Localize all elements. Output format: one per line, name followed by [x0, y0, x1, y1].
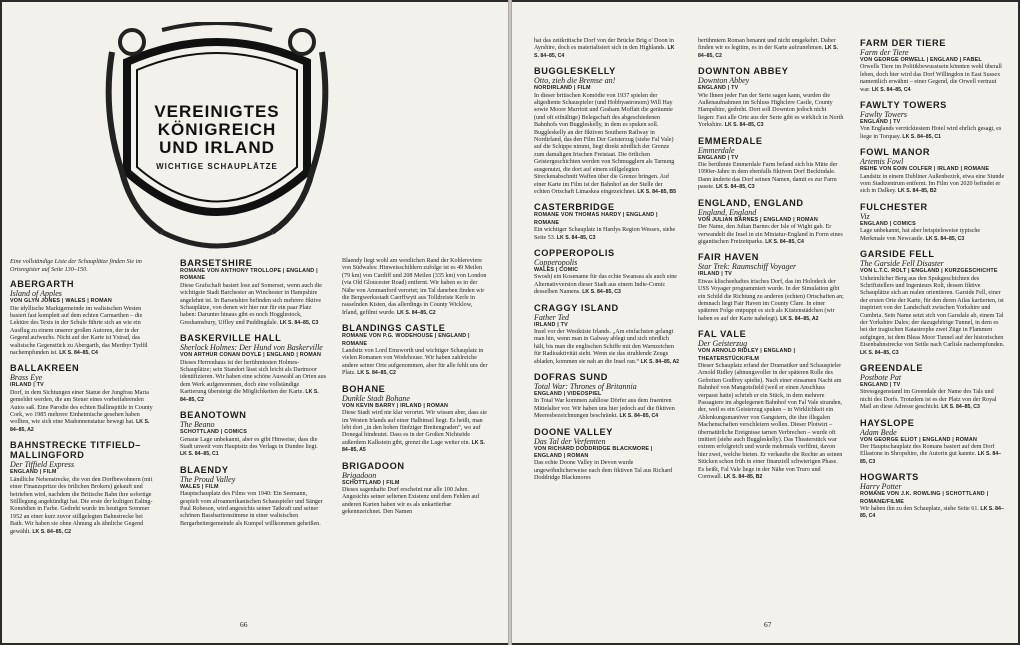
- entry-body: Landsitz in einem Dubliner Außenbezirk, etwa eine Stunde vom Stadtzentrum entfernt. Im Film von 2020 befindet er sich in Dalkey.: [860, 173, 1005, 195]
- entry-body: Von Englands verrücktestem Hotel wird ehrlich gesagt, es liege in Torquay.: [860, 126, 1002, 140]
- entry-subtitle: Brass Eye: [10, 373, 43, 383]
- entry-meta: VON JULIAN BARNES | ENGLAND | ROMAN: [698, 216, 818, 223]
- entry-subtitle: The Proud Valley: [180, 474, 236, 484]
- entry: [342, 461, 488, 517]
- left-column-1: [10, 258, 156, 542]
- entry: [860, 363, 1006, 412]
- entry-title: ENGLAND, ENGLAND: [698, 197, 804, 208]
- entry-ref: LK S. 84–85, C1: [902, 133, 942, 140]
- entry-body: Lage unbekannt, hat aber beispielsweise typische Merkmale von Newcastle.: [860, 228, 981, 242]
- entry-ref: LK S. 84–85, C3: [279, 319, 319, 326]
- entry: [10, 440, 156, 536]
- right-column-3: [860, 38, 1006, 527]
- entry-title: BASKERVILLE HALL: [180, 333, 282, 344]
- entry-body: In Total War kommen zahllose Dörfer aus dem fraentren Mittelalter vor. Wir haben uns hier jedoch auf die fiktiven Meeresbezeichnungen beschränkt.: [534, 398, 675, 420]
- entry-ref: LK S. 84–85, C2: [397, 309, 436, 316]
- entry: [534, 38, 680, 60]
- entry-meta: VON L.T.C. ROLT | ENGLAND | KURZGESCHICHTE: [860, 268, 998, 275]
- entry-title: FULCHESTER: [860, 201, 928, 212]
- right-page: [512, 2, 1018, 643]
- entry-title: BLANDINGS CASTLE: [342, 323, 446, 334]
- entry-title: BARSETSHIRE: [180, 258, 253, 268]
- entry-meta: IRLAND | TV: [534, 321, 568, 328]
- entry-subtitle: The Garside Fell Disaster: [860, 259, 944, 269]
- entry-meta: ROMANE VON P.G. WODEHOUSE | ENGLAND | ROMANE: [342, 333, 470, 347]
- entry-meta: ENGLAND | COMICS: [860, 220, 916, 227]
- entry-ref: LK S. 84–85, C4: [534, 45, 675, 59]
- entry-body: Ländliche Nebenstrecke, die von den Dorfbewohnern (mit einer Finanzspritze des örtlichen Brokers) gekauft und betrieben wird, nachdem die Britische Bahn ihre sofortige Stilllegung angekündigt hat. Die erste der kultigen Ealing-Komödien in Farbe. Gedreht wurde im heutigen Sommer 1952 an einer kurz zuvor stillgelegten Bahnstrecke bei Bath. Wir haben sie ohne Ahnung als ähnliche Gegend gewählt.: [10, 476, 153, 535]
- entry-title: HAYSLOPE: [860, 417, 915, 428]
- entry-meta: WALES | COMIC: [534, 266, 579, 273]
- entry-ref: LK S. 84–85, C2: [32, 528, 71, 535]
- entry-body: Wir haben ihn zu den Schauplatz, siehe Seite 61.: [860, 506, 979, 513]
- entry-meta: WALES | FILM: [180, 483, 219, 490]
- entry-ref: LK S. 84–85, A2: [10, 419, 150, 433]
- left-column-2: [180, 258, 326, 534]
- entry-body: Der Name, den Julian Barnes der Isle of Wight gab. Er verwandelt die Insel in ein Miniatur-England in Form eines gigantischen Freizeitparks.: [698, 224, 843, 245]
- entry-subtitle: Der Geisterzug: [698, 339, 748, 349]
- entry-ref: LK S. 84–85, A5: [342, 439, 485, 454]
- entry-meta: VON KEVIN BARRY | IRLAND | ROMAN: [342, 402, 449, 409]
- crest-title-line3: UND IRLAND: [159, 138, 275, 157]
- entry-ref: LK S. 84–85, C4: [765, 238, 804, 245]
- crest-title-line2: KÖNIGREICH: [157, 120, 277, 139]
- entry-ref: LK S. 84–85, C3: [941, 404, 980, 411]
- entry-title: ABERGARTH: [10, 279, 75, 290]
- entry-meta: ENGLAND | VIDEOSPIEL: [534, 391, 602, 397]
- left-page: [2, 2, 508, 643]
- entry-ref: LK S. 84–85, B2: [897, 188, 937, 195]
- entry-subtitle: England, England: [698, 207, 757, 217]
- entry-ref: LK S. 84–85, C2: [698, 45, 839, 59]
- entry-subtitle: Emmerdale: [698, 145, 735, 155]
- entry-subtitle: Artemis Fowl: [860, 157, 904, 167]
- entry-body: hat das zeitkritische Dorf von der Brücke Brig o' Doon in Ayrshire, doch es materialisiert sich in den Highlands.: [534, 38, 674, 52]
- entry-ref: LK S. 84–85, A2: [640, 358, 680, 365]
- entry-ref: LK S. 84–85, C4: [871, 86, 911, 93]
- entry-title: FARM DER TIERE: [860, 38, 946, 48]
- entry-body: Die idyllische Marktgemeinde im walisischen Westen basiert fast komplett auf dem echten Carmarthen – die Lektüre des Texts in der Schule führte sich an wie ein Ausflug zu einem unserer großen Autoren, der in der Gegend aufwuchs. Nicht auf der Karte ist Ystrad, das walisische Gegenstück zu Abergarth, das Merthyr Tydfil nachempfunden ist.: [10, 305, 148, 357]
- entry-subtitle: Father Ted: [534, 312, 570, 322]
- entry-title: BUGGLESKELLY: [534, 66, 616, 77]
- intro-text: Eine vollständige Liste der Schauplätze finden Sie im Ortsregister auf Seite 130–150.: [10, 258, 142, 273]
- entry-subtitle: Sherlock Holmes: Der Hund von Baskerville: [180, 343, 323, 353]
- entry-title: COPPEROPOLIS: [534, 247, 615, 258]
- entry: [860, 100, 1006, 141]
- entry-body: Landsitz von Lord Emsworth und wichtiger Schauplatz in vielen Romanen von Wodehouse. Wir haben zahlreiche andere seiner Orte aufgenommen, aber für alle fehlt uns der Platz.: [342, 348, 488, 377]
- entry-meta: ENGLAND | TV: [860, 381, 901, 388]
- entry: [180, 333, 326, 404]
- entry-subtitle: Der Tiffield Express: [10, 460, 75, 470]
- entry-title: DOFRAS SUND: [534, 372, 608, 382]
- entry: [698, 329, 844, 481]
- left-column-3: [342, 258, 488, 523]
- entry-body: Swosh) ein Kosename für das echte Swansea als auch eine Alternativversion dieser Stadt aus einem Indie-Comic desselben Namens.: [534, 274, 677, 296]
- entry-meta: ROMANE VON ANTHONY TROLLOPE | ENGLAND | ROMANE: [180, 268, 318, 282]
- entry-subtitle: Star Trek: Raumschiff Voyager: [698, 262, 797, 272]
- entry-title: GARSIDE FELL: [860, 249, 935, 260]
- entry-body: Diese Grafschaft basiert lose auf Somerset, wenn auch die wichtigste Stadt Barchester an Winchester in Hampshire angelehnt ist. In Barsetshire befinden sich mehrere fiktive Schauplätze, von denen wir hier nur für ein paar Platz haben: Darunter hinaus gibt es noch Hogglestock, Greshamsbury, Uffley und Puddingdale.: [180, 282, 322, 326]
- entry-ref: LK S. 84–85, C4: [860, 506, 1004, 520]
- entry: [534, 202, 680, 242]
- entry: [534, 248, 680, 297]
- entry-meta: ENGLAND | TV: [698, 85, 739, 92]
- crest-emblem: [102, 22, 332, 254]
- entry-body: Wie Ihnen jeder Fan der Serie sagen kann, wurden die Außenaufnahmen im Schluss Highclere Castle, County Hampshire, gedreht. Dort soll Downton jedoch nicht liegen: Fast alle Orte aus der Serie gibt es wirklich in North Yorkshire.: [698, 92, 844, 129]
- entry-ref: LK S. 84–85, C3: [925, 235, 965, 242]
- entry-meta: IRLAND | TV: [698, 271, 732, 278]
- entry-ref: LK S. 84–85, C3: [724, 122, 764, 129]
- entry-meta: VON ARNOLD RIDLEY | ENGLAND | THEATERSTÜCK/FILM: [698, 348, 796, 362]
- entry-ref: LK S. 84–85, C3: [860, 451, 1001, 465]
- entry-body: Genaue Lage unbekannt, aber es gibt Hinweise, dass die Stadt unweit vom Hauptsitz des Verlags in Dundee liegt.: [180, 436, 318, 450]
- entry-title: DOWNTON ABBEY: [698, 66, 789, 77]
- entry: [860, 418, 1006, 467]
- entry-subtitle: Island of Apples: [10, 289, 62, 299]
- entry-subtitle: The Beano: [180, 420, 215, 430]
- entry: [180, 465, 326, 528]
- entry-title: BALLAKREEN: [10, 363, 80, 374]
- entry-meta: ENGLAND | TV: [698, 154, 739, 161]
- entry-body: Blaendy liegt wohl am westlichen Rand der Kohlereviere von Südwales: Hinweisschildern zufolge ist es 49 Meilen (79 km) von Cardiff und 208 Meilen (335 km) von London (via Old Gloucester Road) entfernt. Wir haben es in der Nähe von Ammanford verortet; im Tal daneben finden wir die Bergwerksstadt Caerffwyti aus Tolldreiste Kerle in rasselnden Kisten, das allerdings in County Wicklow, Irland, gefilmt wurde.: [342, 258, 487, 316]
- entry-title: FAL VALE: [698, 329, 747, 340]
- entry-body: Hauptschauplatz des Films von 1940: Ein Seemann, gespielt vom afroamerikanischen Schauspieler und Sänger Paul Robeson, wird angesichts seiner Tatkraft und seiner schönen Bassbaritonstimme in einer walisischen Bergarbeitergemeinde als Kumpel willkommen geheißen.: [180, 491, 323, 527]
- right-column-2: [698, 38, 844, 487]
- entry-meta: ENGLAND | FILM: [10, 469, 57, 476]
- entry-ref: LK S. 84–85, A2: [780, 315, 819, 322]
- crest-title-line1: VEREINIGTES: [154, 102, 280, 121]
- entry: [698, 66, 844, 129]
- entry-body: Stressgegenstand im Greendale der Name des Tals und nicht des Dorfs. Trotzdem ist es der Platz von der Royal Mail an diese Adresse geschickt.: [860, 389, 997, 411]
- entry-body: Etwas klischeehaftes irisches Dorf, das im Holodeck der USS Voyager programmiert wurde. In der Simulation gibt ein Schild die Richtung zu anderen (echten) Ortschaften an; demnach liegt Fair Haven im County Clare. In einer späteren Folge entpuppt es sich als Küstenstädchen (wir haben es auf der Karte nahelegt).: [698, 278, 844, 322]
- entry-body: Insel vor der Westküste Irlands. „Am einfachsten gelangt man hin, wenn man in Galway ablegt und sich nördlich hält, bis man die englischen Schiffe mit den Warnzeichen für Radioaktivität sieht. Wenn sie das strahlende Zeugs abladen, kommen sie nah an die Insel ran.“: [534, 328, 674, 365]
- crest-subtitle: WICHTIGE SCHAUPLÄTZE: [156, 162, 278, 171]
- entry-title: FAWLTY TOWERS: [860, 100, 947, 111]
- entry-title: FAIR HAVEN: [698, 252, 759, 263]
- entry-subtitle: Das Tal der Verfemten: [534, 436, 606, 446]
- entry-ref: LK S. 84–85, C4: [59, 350, 98, 357]
- entry: [534, 372, 680, 421]
- entry-subtitle: Farm der Tiere: [860, 48, 909, 57]
- entry-body: In dieser britischen Komödie von 1937 spielen der altgediente Schauspieler (und Hobbyastronom) Will Hay sowie Moore Marriott und Graham Moffatt die geräumte (und oft eifnältige) Belegschaft des abgeschiedenen Bahnhofs von Buggleskelly, in dem es spuken soll. Buggleskelly an der fiktiven Southern Railway in Nordirland, das den Film Der Geisterzug (siehe Fal Vale) auf die Schippe nimmt, liegt direkt nördlich der Grenze zum damaligen Irischen Freistaat. Die örtlichen Geistergeschichten werden von Schmugglern als Tarnung ausgenutzt, die dort auf einem stillgelegten Streckenabschnitt Waffen über die Grenze bringen. Auf einer Karte im Film ist der Bahnhof an der Stelle der echten Ortschaft Limaskea eingezeichnet.: [534, 92, 675, 195]
- entry-meta: REIHE VON EOIN COLFER | IRLAND | ROMANE: [860, 166, 990, 173]
- entry-title: EMMERDALE: [698, 135, 763, 146]
- entry-subtitle: Dunkle Stadt Bohane: [342, 393, 410, 403]
- entry-body: Dorf, in dem Sichtungen einer Statue der Jungfrau Maria gemeldet werden, die am Steuer eines vorbeifahrenden Autos saß. Eine Parodie des echten Ballinspittle in County Cork, wo 1985 mehrere Einheimische gesehen haben wollten, wie sich eine Madonnenstatue bewegt hat.: [10, 389, 153, 426]
- entry-title: BOHANE: [342, 383, 386, 394]
- entry: [342, 323, 488, 377]
- entry-body: Der Hauptschauplatz des Romans basiert auf dem Dorf Ellastone in Shropshire, die Autorin gut kannte.: [860, 444, 995, 458]
- entry-subtitle: Adam Bede: [860, 427, 897, 437]
- entry: [860, 249, 1006, 357]
- entry: [860, 147, 1006, 196]
- entry-ref: LK S. 84–85, C4: [619, 413, 659, 420]
- entry-subtitle: Postbote Pat: [860, 372, 902, 382]
- entry: [342, 384, 488, 455]
- entry-subtitle: Downton Abbey: [698, 76, 750, 86]
- entry-subtitle: Brigadoon: [342, 470, 377, 480]
- entry-meta: VON ARTHUR CONAN DOYLE | ENGLAND | ROMAN: [180, 352, 322, 359]
- entry-body: Das echte Doone Valley in Devon wurde ungewöhnlicherweise nach dem fiktiven Tal aus Richard Doddridge Blackmores: [534, 460, 673, 482]
- entry-meta: VON GLYN JONES | WALES | ROMAN: [10, 298, 112, 305]
- entry-title: BLAENDY: [180, 464, 229, 475]
- entry: [342, 258, 488, 317]
- entry-meta: ROMANE VON J.K. ROWLING | SCHOTTLAND | ROMANE/FILME: [860, 491, 989, 505]
- entry-title: CRAGGY ISLAND: [534, 302, 619, 313]
- entry-ref: LK S. 84–85, C1: [180, 451, 219, 458]
- entry-body: Diese Stadt wird nie klar verortet. Wir wissen aber, dass sie im Westen Irlands auf einer Halbinsel liegt. Es heißt, man lebt dort „in den hohen fünfziger Breitengraden“, wo auf Donegal hindeutet. Dass es in der Großen Nichtsöde außerdem Kalkstein gibt, grenzt die Lage weiter ein.: [342, 410, 487, 446]
- right-column-1: [534, 38, 680, 489]
- entry-body: berühmtem Roman benannt und nicht umgekehrt. Daher finden wir es legitim, es in der Karte aufzunehmen.: [698, 38, 836, 52]
- entry: [860, 202, 1006, 243]
- entry-body: Dieses Herrenhaus ist der berühmtesten Holmes-Schauplätze; sein Standort lässt sich leicht als Dartmoor identifizieren. Wir haben eine schöne Auswahl an Orten aus dem Werk aufgenommen, doch eine vollständige Kartierung übersteigt die Möglichkeiten der Karte.: [180, 359, 327, 396]
- page-number-left: 66: [240, 620, 248, 629]
- entry-meta: VON RICHARD DODDRIDGE BLACKMORE | ENGLAND | ROMAN: [534, 445, 653, 460]
- entry-body: Orwells Tiere im Politikbewusstsein könnten wohl überall leben, doch hier wird das Dorf Willingdon in East Sussex namentlich erwähnt – einer Gegend, die Orwell vertraut war.: [860, 64, 1002, 93]
- entry-body: Ein wichtiger Schauplatz in Hardys Region Wessex, siehe Seite 53.: [534, 227, 676, 241]
- entry-meta: VON GEORGE ELIOT | ENGLAND | ROMAN: [860, 436, 978, 443]
- entry-title: BEANOTOWN: [180, 410, 247, 421]
- entry: [180, 258, 326, 327]
- entry-title: GREENDALE: [860, 362, 924, 373]
- entry: [860, 38, 1006, 94]
- entry: [698, 38, 844, 60]
- entry-ref: LK S. 84–85, C3: [582, 289, 621, 296]
- entry-ref: LK S. 84–85, B5: [637, 188, 677, 195]
- entry-ref: LK S. 84–85, B2: [723, 474, 763, 481]
- entry-title: DOONE VALLEY: [534, 426, 614, 437]
- entry-title: HOGWARTS: [860, 472, 919, 483]
- entry-subtitle: Otto, zieh die Bremse an!: [534, 76, 616, 86]
- entry: [534, 427, 680, 483]
- entry-body: Die berühmte Emmerdale Farm befand sich bis Mitte der 1990er-Jahre in dem ebenfalls fiktiven Dorf Beckindale. Dann änderte das Dorf seinen Namen, damit es zur Farm passte.: [698, 162, 838, 191]
- entry-meta: VON GEORGE ORWELL | ENGLAND | FABEL: [860, 57, 982, 63]
- entry: [698, 252, 844, 323]
- entry: [860, 472, 1006, 521]
- entry-body: Dieses sagenhafte Dorf erscheint nur alle 100 Jahre. Angesichts seiner seltenen Existenz und dem Fehlen auf anderen Karten haben wir es als unkartierbar gekennzeichnet. Den Namen: [342, 486, 480, 516]
- entry: [534, 303, 680, 366]
- entry-meta: NORDIRLAND | FILM: [534, 85, 591, 92]
- entry-subtitle: Harry Potter: [860, 482, 902, 492]
- entry: [698, 198, 844, 247]
- entry-meta: SCHOTTLAND | COMICS: [180, 429, 247, 436]
- entry: [534, 66, 680, 196]
- entry-subtitle: Total War: Thrones of Britannia: [534, 382, 637, 391]
- entry-title: FOWL MANOR: [860, 147, 931, 158]
- entry-ref: LK S. 84–85, C3: [860, 349, 899, 356]
- entry: [10, 363, 156, 434]
- entry-meta: SCHOTTLAND | FILM: [342, 479, 400, 486]
- entry: [180, 410, 326, 459]
- entry-ref: LK S. 84–85, C3: [715, 184, 755, 191]
- entry-ref: LK S. 84–85, C2: [357, 370, 396, 377]
- entry-body: Unheimlicher Berg aus den Spukgeschichten des Schriftstellers und Ingenieurs Rolt, dessen fiktive Schauplätze sich an realen orientieren. Garside Fell, einer der ersten Orte der Karte, für den deren Atlas kartierten, ist inspiriert von der Landschaft zwischen Yorkshire und Cumbria. Sein Name setzt sich von Garsdale ab, einem Tal der Yorkshire Dales; der dazugehörige Tunnel, in dem es bei der tragischen Katastrophe zwei Züge in Flammen aufgingen, ist dem Bleas Moor Tunnel auf der historischen Eisenbahnstrecke von Settle nach Carlisle nachempfunden.: [860, 275, 1005, 349]
- entry-meta: ROMANE VON THOMAS HARDY | ENGLAND | ROMANE: [534, 212, 658, 226]
- entry-meta: IRLAND | TV: [10, 382, 44, 389]
- entry-title: BAHNSTRECKE TITFIELD–MALLINGFORD: [10, 440, 142, 461]
- page-number-right: 67: [764, 620, 772, 629]
- entry-title: CASTERBRIDGE: [534, 202, 615, 213]
- entry-body: Dieser Schauplatz erfand der Dramatiker und Schauspieler Arnold Ridley (ahnungsvoller in der späteren Rolle des Gefreiten Godfrey spielte). Nach einer einsamen Nacht am Bahnhof von Mangotsfield (weil er einen Anschluss verpasst hatte) schrieb er ein Stück, in dem mehrere Passagiere im abgelegenen Bahnhof von Fal Vale stranden, der, weil es ein Geisterzug spuken – in Wirklichkeit ein Ablenkungsmanöver von Gangstern, die ihre illegalen Machenschaften verschleiern wollen. Dieser Plotwirt – übernatürliche Ereignisse tarnen Verbrechen – wurde oft imitiert (siehe auch Buggleskelly). Das Theaterstück war extrem erfolgreich und wurde mehrmals verfilmt, davon hier zwei, welche bieten. Er verkaufte die Rechte an seinen Stücken schon früh in einer finanziell schwierigen Phase. Es heißt, Fal Vale liege in der Nähe von Truro und Cornwall.: [698, 362, 843, 481]
- entry-subtitle: Viz: [860, 211, 870, 221]
- entry-subtitle: Copperopolis: [534, 257, 578, 267]
- entry-meta: ENGLAND | TV: [860, 119, 901, 126]
- entry: [698, 136, 844, 192]
- entry-ref: LK S. 84–85, C2: [180, 389, 319, 403]
- entry-ref: LK S. 84–85, C3: [556, 234, 596, 241]
- entry-subtitle: Fawlty Towers: [860, 110, 908, 120]
- entry: [10, 279, 156, 357]
- entry-title: BRIGADOON: [342, 460, 405, 471]
